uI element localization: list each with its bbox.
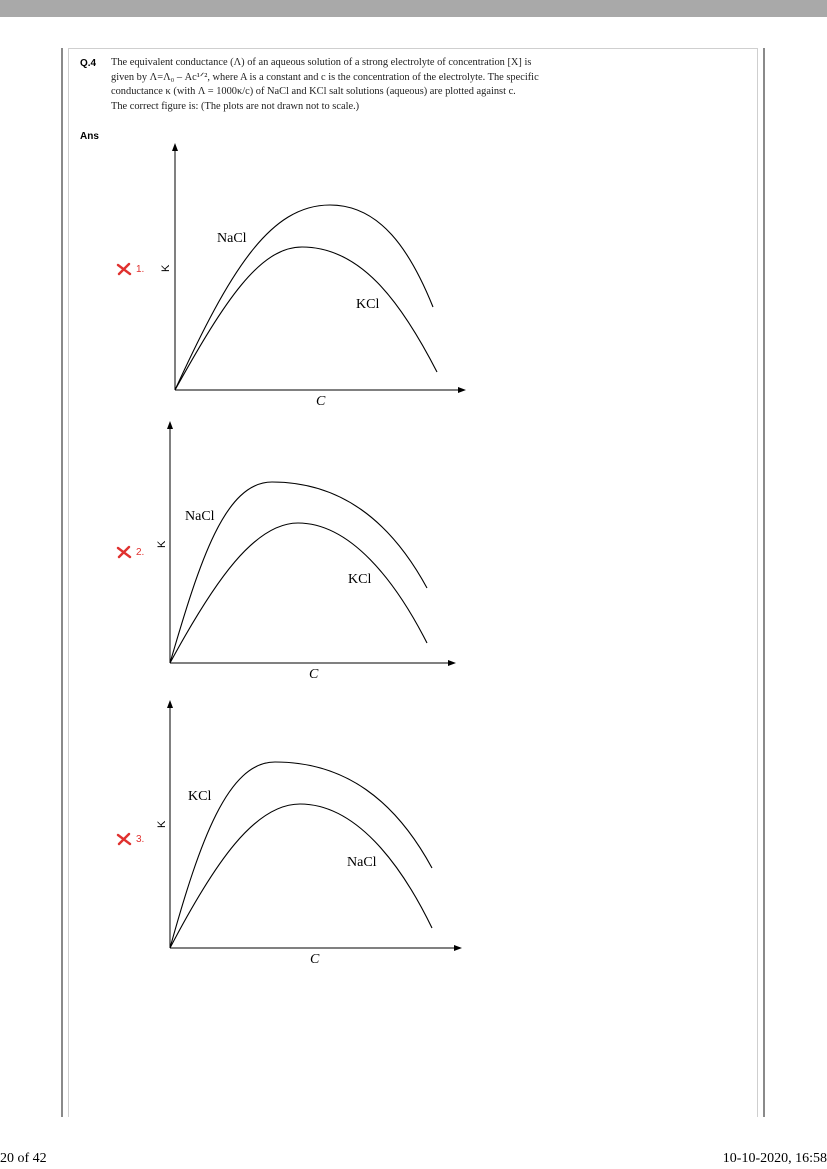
y-axis-label: K bbox=[160, 264, 172, 272]
upper-curve-label: KCl bbox=[188, 789, 212, 804]
upper-curve-label: NaCl bbox=[185, 509, 215, 524]
x-axis-arrow bbox=[458, 387, 466, 393]
upper-curve bbox=[170, 482, 427, 663]
top-bar bbox=[0, 0, 827, 17]
frame-border-right bbox=[763, 48, 765, 1117]
question-line: conductance κ (with Λ = 1000κ/c) of NaCl and KCl salt solutions (aqueous) are plotted against c. bbox=[111, 86, 516, 98]
answer-label: Ans bbox=[80, 131, 99, 142]
option-number: 3. bbox=[136, 833, 145, 845]
option-2[interactable] bbox=[116, 545, 144, 559]
page-number: 20 of 42 bbox=[0, 1151, 47, 1166]
lower-curve bbox=[170, 523, 427, 663]
y-axis-label: K bbox=[156, 820, 168, 828]
incorrect-cross-icon bbox=[116, 545, 132, 559]
print-timestamp: 10-10-2020, 16:58 bbox=[722, 1151, 827, 1166]
lower-curve-label: KCl bbox=[356, 297, 380, 312]
incorrect-cross-icon bbox=[116, 832, 132, 846]
frame-border-top bbox=[68, 48, 758, 49]
option-3[interactable] bbox=[116, 832, 144, 846]
option-number: 2. bbox=[136, 546, 145, 558]
question-number: Q.4 bbox=[80, 58, 97, 69]
x-axis-arrow bbox=[454, 945, 462, 951]
x-axis-label: C bbox=[316, 394, 326, 409]
option-number: 1. bbox=[136, 263, 145, 275]
option-1[interactable] bbox=[116, 262, 144, 276]
lower-curve-label: NaCl bbox=[347, 855, 377, 870]
y-axis-arrow bbox=[167, 421, 173, 429]
lower-curve bbox=[175, 247, 437, 390]
x-axis-label: C bbox=[310, 952, 320, 967]
question-line: given by Λ=Λ₀ – Ac¹ᐟ², where A is a constant and c is the concentration of the electrolyte. The specific bbox=[111, 71, 539, 83]
frame-border-right-inner bbox=[757, 48, 758, 1117]
frame-border-left bbox=[61, 48, 63, 1117]
question-line: The correct figure is: (The plots are not drawn not to scale.) bbox=[111, 100, 360, 112]
upper-curve bbox=[170, 762, 432, 948]
y-axis-arrow bbox=[167, 700, 173, 708]
lower-curve-label: KCl bbox=[348, 572, 372, 587]
y-axis-label: K bbox=[156, 540, 168, 548]
upper-curve-label: NaCl bbox=[217, 231, 247, 246]
y-axis-arrow bbox=[172, 143, 178, 151]
x-axis-arrow bbox=[448, 660, 456, 666]
question-text bbox=[111, 56, 541, 114]
incorrect-cross-icon bbox=[116, 262, 132, 276]
question-line: The equivalent conductance (Λ) of an aqueous solution of a strong electrolyte of concentration [X] is bbox=[111, 57, 532, 68]
lower-curve bbox=[170, 804, 432, 948]
upper-curve bbox=[175, 205, 433, 390]
frame-border-left-inner bbox=[68, 48, 69, 1117]
x-axis-label: C bbox=[309, 667, 319, 682]
